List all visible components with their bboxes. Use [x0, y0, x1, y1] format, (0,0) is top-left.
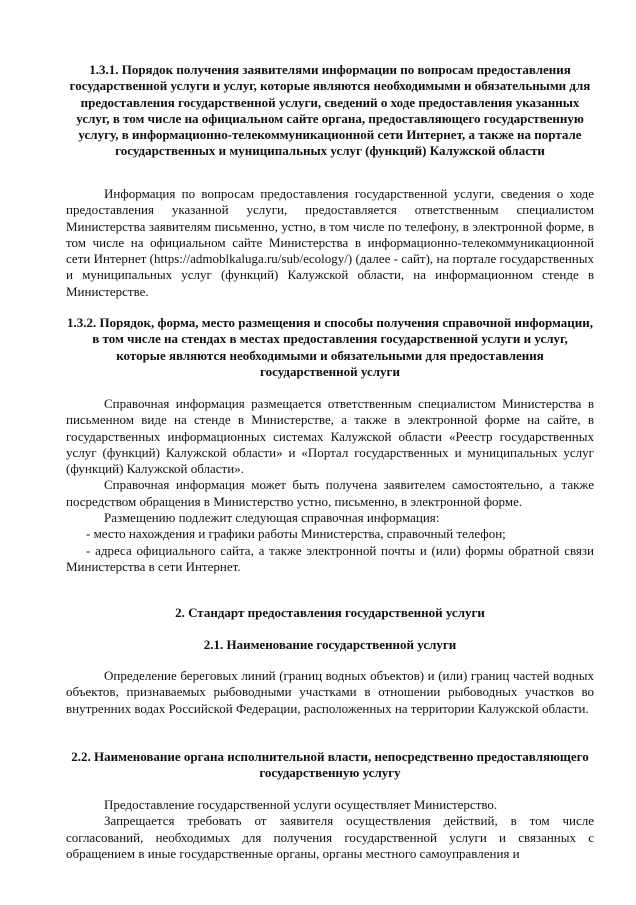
section-1-3-2-body — [66, 396, 594, 575]
section-2-2-body — [66, 797, 594, 862]
paragraph: Определение береговых линий (границ водных объектов) и (или) границ частей водных объектов, признаваемых рыбоводными участками в отношении рыбоводных участков во внутренних водах Российской Федерации, расположенных на территории Калужской области. — [66, 668, 594, 716]
section-1-3-1-body — [66, 186, 594, 300]
section-2-1-body — [66, 668, 594, 717]
paragraph: Запрещается требовать от заявителя осуществления действий, в том числе согласований, необходимых для получения государственной услуги и связанных с обращением в иные государственные органы, органы местного самоуправления и — [66, 813, 594, 861]
section-heading: 1.3.2. Порядок, форма, место размещения и способы получения справочной информации, в том числе на стендах в местах предоставления государственной услуги и услуг, которые являются необходимыми и обязательными для предоставления государственной услуги — [67, 315, 593, 379]
section-2 — [66, 605, 594, 621]
section-heading: 1.3.1. Порядок получения заявителями информации по вопросам предоставления государственной услуги и услуг, которые являются необходимыми и обязательными для предоставления государственной услуги, сведений о ходе предоставления указанных услуг, в том числе на официальном сайте органа, предоставляющего государственную услугу, в информационно-телекоммуникационной сети Интернет, а также на портале государственных и муниципальных услуг (функций) Калужской области — [69, 62, 591, 159]
list-item: - место нахождения и графики работы Министерства, справочный телефон; — [86, 526, 506, 542]
section-2-1 — [66, 637, 594, 653]
list-item: - адреса официального сайта, а также электронной почты и (или) формы обратной связи Министерства в сети Интернет. — [66, 542, 594, 574]
section-heading: 2.1. Наименование государственной услуги — [203, 637, 457, 652]
section-2-2 — [66, 749, 594, 782]
paragraph: Предоставление государственной услуги осуществляет Министерство. — [104, 797, 498, 812]
section-1-3-2 — [66, 315, 594, 380]
paragraph: Информация по вопросам предоставления государственной услуги, сведения о ходе предоставления указанной услуги, предоставляется ответственным специалистом Министерства заявителям письменно, устно, в том числе по телефону, в электронной форме, в том числе на официальном сайте Министерства в информационно-телекоммуникационной сети Интернет (https://admoblkaluga.ru/sub/ecology/) (далее - сайт), на портале государственных и муниципальных услуг (функций) Калужской области, на информационном стенде в Министерстве. — [66, 186, 594, 299]
paragraph: Справочная информация может быть получена заявителем самостоятельно, а также посредством обращения в Министерство устно, письменно, в электронной форме. — [66, 477, 594, 509]
paragraph: Размещению подлежит следующая справочная информация: — [104, 510, 440, 526]
section-1-3-1 — [66, 62, 594, 160]
section-heading: 2. Стандарт предоставления государственной услуги — [175, 605, 485, 620]
section-heading: 2.2. Наименование органа исполнительной власти, непосредственно предоставляющего государственную услугу — [71, 749, 589, 781]
paragraph: Справочная информация размещается ответственным специалистом Министерства в письменном виде на стенде в Министерстве, а также в электронной форме на сайте, в государственных информационных системах Калужской области «Реестр государственных услуг (функций) Калужской области» и «Портал государственных и муниципальных услуг (функций) Калужской области». — [66, 396, 594, 477]
